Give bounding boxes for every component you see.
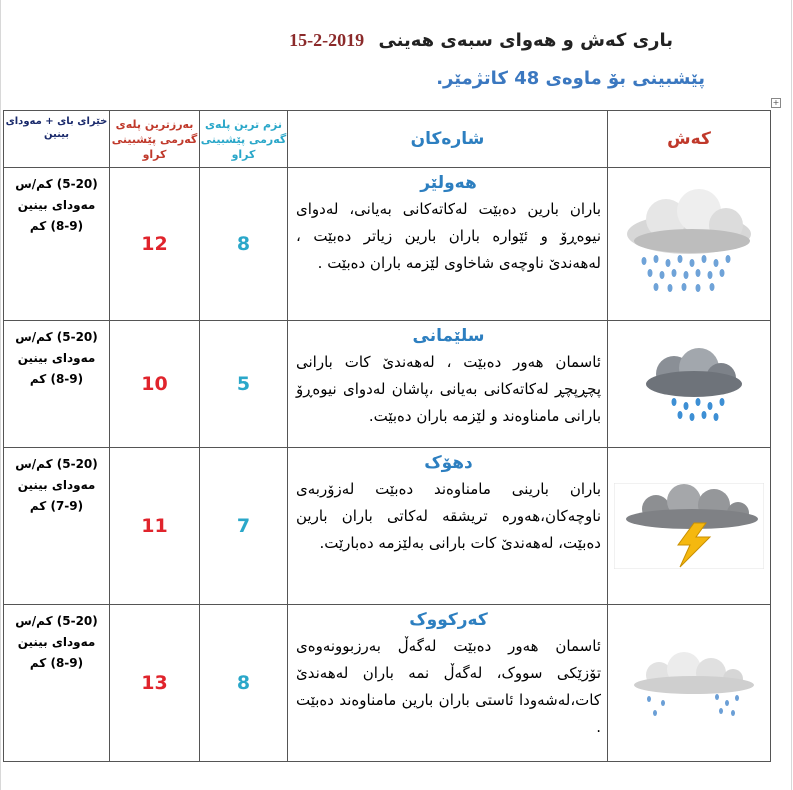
header-min-temp: نزم ترین پلەی گەرمی پێشبینی کراو xyxy=(200,111,288,168)
weather-icon-cell xyxy=(608,168,771,321)
max-temp: 13 xyxy=(110,605,200,762)
wind-speed: (5-20) کم/س xyxy=(15,614,98,628)
table-row xyxy=(4,448,771,605)
weather-icon-cell xyxy=(608,605,771,762)
max-temp: 10 xyxy=(110,321,200,448)
visibility-value: (8-9) کم xyxy=(29,219,84,233)
header-row xyxy=(4,111,771,168)
header-sky: کەش xyxy=(608,111,771,168)
visibility-label: مەودای بینین xyxy=(17,198,96,212)
forecast-description: ئاسمان هەور دەبێت ، لەهەندێ کات بارانی پچڕپچڕ لەکاتەکانی بەیانی ،پاشان لەدوای نیوەڕۆ بارانی مامناوەند و لێزمە باران دەبێت. xyxy=(296,353,601,425)
forecast-date: 2019-2-15 xyxy=(289,30,365,50)
page-subtitle: پێشبینی بۆ ماوەی 48 کاتژمێر. xyxy=(436,68,705,89)
min-temp: 8 xyxy=(200,168,288,321)
wind-cell xyxy=(4,605,110,762)
header-cities: شارەکان xyxy=(288,111,608,168)
city-cell xyxy=(288,168,608,321)
table-move-handle[interactable]: + xyxy=(772,98,780,107)
city-name: کەرکووک xyxy=(409,610,488,630)
title-text: باری کەش و هەوای سبەی هەینی xyxy=(378,30,673,51)
wind-speed: (5-20) کم/س xyxy=(15,177,98,191)
page-left-border xyxy=(0,0,1,790)
city-name: دهۆک xyxy=(424,453,473,473)
city-cell xyxy=(288,321,608,448)
visibility-label: مەودای بینین xyxy=(17,351,96,365)
table-row xyxy=(4,605,771,762)
city-name: سلێمانی xyxy=(412,326,485,346)
visibility-value: (8-9) کم xyxy=(29,656,84,670)
thunderstorm-icon xyxy=(614,483,764,569)
visibility-value: (8-9) کم xyxy=(29,372,84,386)
light-rain-cloud-icon xyxy=(619,643,759,723)
visibility-label: مەودای بینین xyxy=(17,478,96,492)
page-title xyxy=(289,30,673,51)
max-temp: 12 xyxy=(110,168,200,321)
forecast-description: ئاسمان هەور دەبێت لەگەڵ بەرزبوونەوەی تۆزێکی سووک، لەگەڵ نمە باران لەهەندێ کات،لەشەودا ئاستی باران بارین مامناوەند دەبێت . xyxy=(296,637,601,736)
table-row xyxy=(4,321,771,448)
min-temp: 7 xyxy=(200,448,288,605)
city-name: هەولێر xyxy=(420,173,477,193)
city-cell xyxy=(288,448,608,605)
min-temp: 8 xyxy=(200,605,288,762)
page-right-border xyxy=(791,0,792,790)
table-row xyxy=(4,168,771,321)
min-temp: 5 xyxy=(200,321,288,448)
max-temp: 11 xyxy=(110,448,200,605)
weather-icon-cell xyxy=(608,321,771,448)
header-max-temp: بەرزترین پلەی گەرمی پێشبینی کراو xyxy=(110,111,200,168)
wind-cell xyxy=(4,321,110,448)
wind-speed: (5-20) کم/س xyxy=(15,457,98,471)
city-cell xyxy=(288,605,608,762)
header-wind: خێرای بای + مەودای بینین xyxy=(4,111,110,168)
forecast-description: باران بارین دەبێت لەکاتەکانی بەیانی، لەدوای نیوەڕۆ و ئێوارە باران بارین زیاتر دەبێت ، لەهەندێ ناوچەی شاخاوی لێزمە باران دەبێت . xyxy=(296,200,601,272)
forecast-description: باران بارینی مامناوەند دەبێت لەزۆربەی ناوچەکان،هەورە تریشقە لەکاتی باران بارین دەبێت، لەهەندێ کات بارانی بەلێزمە دەبارێت. xyxy=(296,480,601,552)
forecast-table xyxy=(3,110,771,762)
visibility-value: (7-9) کم xyxy=(29,499,84,513)
rain-cloud-icon xyxy=(614,189,764,299)
dark-rain-cloud-icon xyxy=(629,344,749,424)
wind-cell xyxy=(4,168,110,321)
weather-icon-cell xyxy=(608,448,771,605)
visibility-label: مەودای بینین xyxy=(17,635,96,649)
wind-speed: (5-20) کم/س xyxy=(15,330,98,344)
wind-cell xyxy=(4,448,110,605)
